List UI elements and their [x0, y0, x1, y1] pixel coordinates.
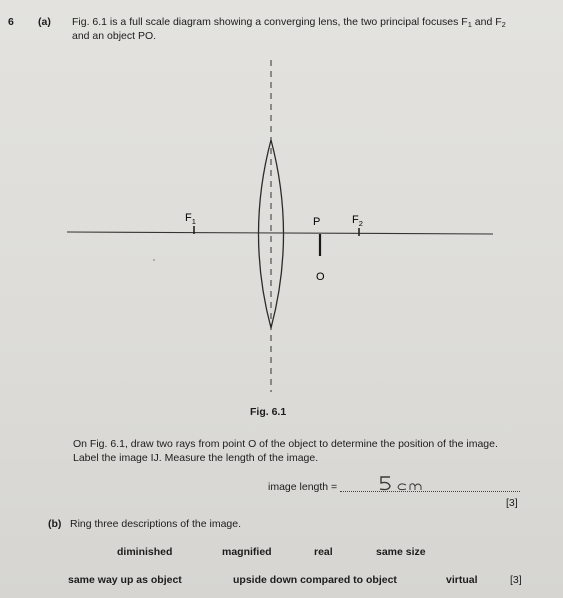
option-diminished[interactable]: diminished: [117, 546, 173, 558]
handwritten-answer-scribble: [378, 473, 438, 493]
option-same-size[interactable]: same size: [376, 546, 426, 558]
option-upside-down[interactable]: upside down compared to object: [233, 574, 397, 586]
option-magnified[interactable]: magnified: [222, 546, 272, 558]
part-b-marks: [3]: [510, 574, 522, 586]
principal-axis: [67, 232, 493, 234]
question-number: 6: [8, 16, 14, 28]
part-b-instruction: Ring three descriptions of the image.: [70, 518, 242, 530]
converging-lens: [259, 140, 284, 328]
label-f1: $F_1$: [185, 212, 196, 226]
instruction-line-1: On Fig. 6.1, draw two rays from point O of the object to determine the position of the image.: [73, 438, 498, 450]
label-o: O: [316, 271, 325, 283]
option-real[interactable]: real: [314, 546, 333, 558]
option-same-way-up[interactable]: same way up as object: [68, 574, 182, 586]
part-a-label: (a): [38, 16, 51, 28]
instruction-line-2: Label the image IJ. Measure the length of the image.: [73, 452, 319, 464]
label-f2: $F_2$: [352, 214, 363, 228]
part-a-marks: [3]: [506, 497, 518, 509]
intro-line-1: Fig. 6.1 is a full scale diagram showing a converging lens, the two principal focuses $F_1$ and $F_2$: [72, 16, 506, 29]
option-virtual[interactable]: virtual: [446, 574, 478, 586]
stray-mark: [153, 259, 155, 261]
image-length-label: image length =: [268, 481, 338, 493]
label-p: P: [313, 216, 321, 228]
part-b-label: (b): [48, 518, 62, 530]
figure-caption: Fig. 6.1: [250, 406, 287, 418]
intro-line-2: and an object PO.: [72, 30, 157, 42]
